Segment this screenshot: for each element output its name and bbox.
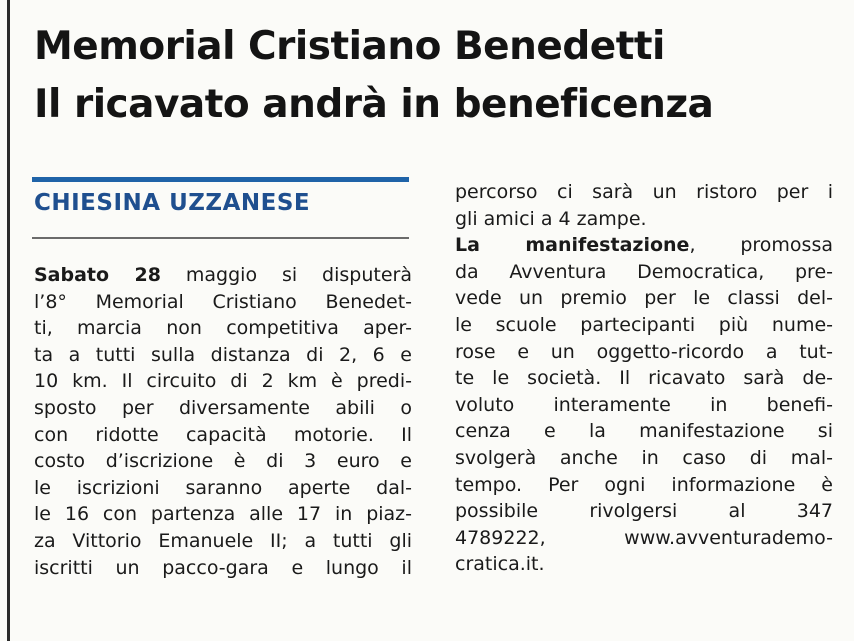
article-column-right [455, 179, 833, 578]
column-line: vede un premio per le classi del- [455, 287, 833, 310]
column-line: cenza e la manifestazione si [455, 420, 833, 443]
page-edge-rule [7, 0, 10, 641]
column-line-text: maggio si disputerà [160, 264, 412, 286]
column-line: cratica.it. [455, 553, 545, 576]
article-column-left [34, 262, 412, 581]
column-line: sposto per diversamente abili o [34, 396, 412, 419]
column-line: con ridotte capacità motorie. Il [34, 423, 412, 446]
lead-bold-text: Sabato 28 [34, 264, 161, 286]
column-line: te le società. Il ricavato sarà de- [455, 367, 833, 390]
column-line: costo d’iscrizione è di 3 euro e [34, 450, 412, 473]
column-line: da Avventura Democratica, pre- [455, 260, 833, 283]
column-line: svolgerà anche in caso di mal- [455, 446, 833, 469]
column-line: za Vittorio Emanuele II; a tutti gli [34, 529, 412, 552]
column-line: tempo. Per ogni informazione è [455, 473, 833, 496]
column-line: possibile rivolgersi al 347 [455, 500, 833, 523]
column-line: percorso ci sarà un ristoro per i [455, 181, 833, 203]
article-headline [34, 18, 844, 134]
section-accent-bar [32, 177, 409, 182]
column-line: 4789222, www.avventurademo- [455, 526, 833, 549]
column-line [455, 232, 833, 259]
lead-bold-text: La manifestazione [455, 234, 690, 257]
column-line: l’8° Memorial Cristiano Benedet- [34, 290, 412, 313]
column-line: le scuole partecipanti più nume- [455, 313, 833, 336]
column-line: le 16 con partenza alle 17 in piaz- [34, 503, 412, 526]
column-line: ta a tutti sulla distanza di 2, 6 e [34, 343, 412, 366]
headline-line-2: Il ricavato andrà in beneficenza [34, 82, 714, 127]
location-kicker: CHIESINA UZZANESE [34, 190, 311, 216]
column-line: ti, marcia non competitiva aper- [34, 317, 412, 340]
column-line: gli amici a 4 zampe. [455, 207, 647, 230]
column-line [34, 262, 412, 289]
column-line: le iscrizioni saranno aperte dal- [34, 476, 412, 499]
headline-line-1: Memorial Cristiano Benedetti [34, 24, 665, 69]
column-line: 10 km. Il circuito di 2 km è predi- [34, 370, 412, 393]
column-line: rose e un oggetto-ricordo a tut- [455, 340, 833, 363]
column-line: voluto interamente in benefi- [455, 393, 833, 416]
column-line: iscritti un pacco-gara e lungo il [34, 556, 412, 579]
kicker-divider [32, 237, 409, 239]
column-line-text: , promossa [689, 234, 833, 257]
